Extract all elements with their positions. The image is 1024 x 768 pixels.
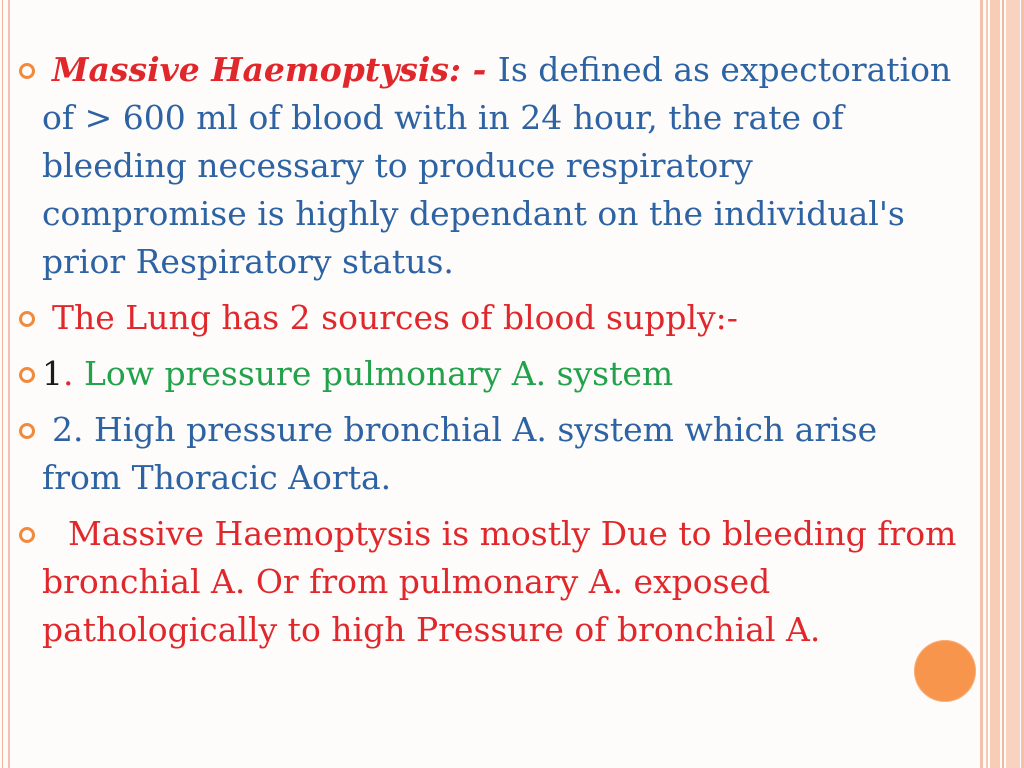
orange-circle-decoration — [914, 640, 976, 702]
bullet-list — [14, 46, 964, 654]
item-number: 2 — [52, 410, 73, 449]
low-pressure-text: Low pressure pulmonary A. system — [73, 354, 674, 393]
definition-lead: Massive Haemoptysis: - — [52, 50, 498, 89]
item-number-dot: . — [63, 354, 74, 393]
cause-text: Massive Haemoptysis is mostly Due to bleeding from bronchial A. Or from pulmonary A. exposed pathologically to high Pressure of bronchial A. — [42, 514, 957, 649]
bullet-high-pressure-system — [14, 406, 964, 502]
hollow-circle-bullet-icon — [19, 367, 35, 383]
bullet-text — [42, 354, 673, 393]
stripe — [986, 0, 988, 768]
stripe — [1006, 0, 1020, 768]
stripe — [990, 0, 1000, 768]
item-number: 1 — [42, 354, 63, 393]
left-border-line-inner — [8, 0, 10, 768]
hollow-circle-bullet-icon — [19, 527, 35, 543]
blood-supply-text: The Lung has 2 sources of blood supply:- — [52, 298, 738, 337]
hollow-circle-bullet-icon — [19, 63, 35, 79]
right-decorative-stripes — [980, 0, 1024, 768]
hollow-circle-bullet-icon — [19, 423, 35, 439]
definition-text: Is defined as expectoration of > 600 ml of blood with in 24 hour, the rate of bleeding necessary to produce respiratory compromise is highly dependant on the individual's prior Respiratory status. — [42, 50, 952, 281]
hollow-circle-bullet-icon — [19, 311, 35, 327]
stripe — [980, 0, 983, 768]
bullet-text — [42, 50, 951, 281]
bullet-blood-supply — [14, 294, 964, 342]
bullet-massive-haemoptysis-cause — [14, 510, 964, 654]
left-border-line — [2, 0, 3, 768]
high-pressure-text: . High pressure bronchial A. system which arise from Thoracic Aorta. — [42, 410, 878, 497]
bullet-massive-haemoptysis-definition — [14, 46, 964, 286]
bullet-text — [42, 410, 877, 497]
bullet-low-pressure-system — [14, 350, 964, 398]
stripe — [1002, 0, 1004, 768]
